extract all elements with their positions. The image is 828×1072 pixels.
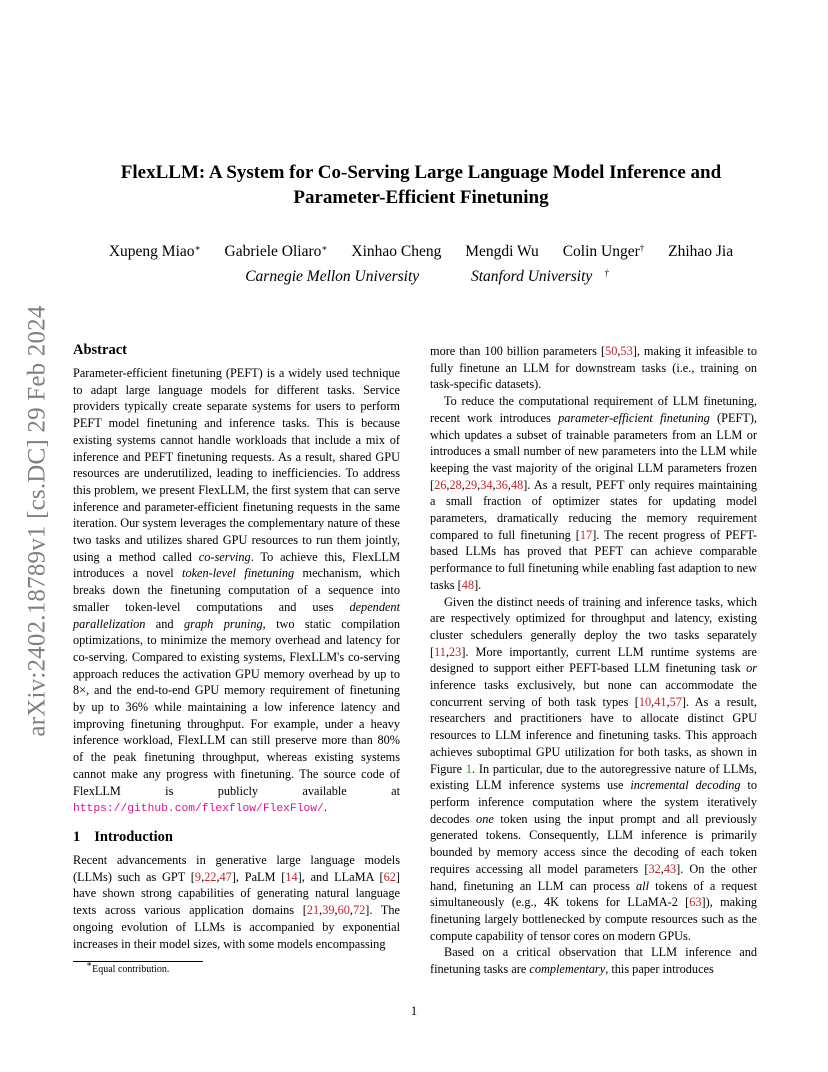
citation[interactable]: 47 xyxy=(219,869,232,884)
footnote-divider xyxy=(73,961,203,962)
body-paragraph: Given the distinct needs of training and inference tasks, which are respectively optimized for throughput and latency, existing cluster schedulers generally deploy the two tasks separately [11,23]. More importantly, current LLM runtime systems are designed to support either PEFT-based LLM finetuning task or inference tasks exclusively, but none can accommodate the concurrent serving of both task types [10,41,57]. As a result, researchers and practitioners have to allocate distinct GPU resources to LLM inference and finetuning tasks. This approach achieves suboptimal GPU utilization for both tasks, as shown in Figure 1. In particular, due to the autoregressive nature of LLMs, existing LLM inference systems use incremental decoding to perform inference computation where the system iteratively decodes one token using the input prompt and all previously generated tokens. Consequently, LLM inference is primarily bounded by memory access since the decoding of each token requires accessing all model parameters [32,43]. On the other hand, finetuning an LLM can process all tokens of a request simultaneously (e.g., 4K tokens for LLaMA-2 [63]), making finetuning largely bottlenecked by compute resources such as the compute capability of tensor cores on modern GPUs. xyxy=(430,594,758,943)
citation[interactable]: 11 xyxy=(434,644,446,659)
citation[interactable]: 50 xyxy=(605,344,618,358)
author: Zhihao Jia xyxy=(668,243,734,260)
citation[interactable]: 36 xyxy=(495,477,508,492)
author: Xupeng Miao∗ xyxy=(108,243,201,260)
right-column xyxy=(430,343,757,978)
citation[interactable]: 10 xyxy=(638,694,652,709)
author: Gabriele Oliaro∗ xyxy=(224,243,328,260)
title-line-1: FlexLLM: A System for Co-Serving Large Language Model Inference and xyxy=(120,162,722,183)
citation[interactable]: 72 xyxy=(352,903,366,918)
citation[interactable]: 21 xyxy=(306,903,320,918)
citation[interactable]: 29 xyxy=(464,477,478,492)
body-paragraph: To reduce the computational requirement of LLM finetuning, recent work introduces parameter-efficient finetuning (PEFT), which updates a subset of trainable parameters from an LLM or introduces a small number of new parameters into the LLM while keeping the vast majority of the original LLM parameters frozen [26,28,29,34,36,48]. As a result, PEFT only requires maintaining a small fraction of optimizer states for updating model parameters, dramatically reducing the memory requirement compared to full finetuning [17]. The recent progress of PEFT-based LLMs has proved that PEFT can achieve comparable performance to full finetuning while enabling fast adaption to new tasks [48]. xyxy=(430,394,758,592)
affiliation: Carnegie Mellon University xyxy=(245,268,420,285)
citation[interactable]: 48 xyxy=(461,577,475,592)
citation[interactable]: 48 xyxy=(510,477,524,492)
citation[interactable]: 41 xyxy=(654,694,667,709)
figure-reference[interactable]: 1 xyxy=(465,761,473,776)
citation[interactable]: 39 xyxy=(322,903,335,918)
citation[interactable]: 26 xyxy=(434,477,447,492)
intro-paragraph: Recent advancements in generative large language models (LLMs) such as GPT [9,22,47], PaLM [14], and LLaMA [62] have shown strong capabilities of generating natural language texts across various application domains [21,39,60,72]. The ongoing evolution of LLMs is accompanied by exponential increases in their model sizes, with some models encompassing xyxy=(73,852,401,951)
left-column xyxy=(73,341,400,952)
citation[interactable]: 34 xyxy=(480,477,493,492)
citation[interactable]: 60 xyxy=(337,903,350,918)
abstract-heading: Abstract xyxy=(73,342,127,358)
citation[interactable]: 23 xyxy=(449,644,462,659)
section-heading-introduction: 1 Introduction xyxy=(73,828,173,845)
footnote: ∗Equal contribution. xyxy=(86,959,170,975)
citation[interactable]: 32 xyxy=(648,861,661,876)
paper-title xyxy=(60,160,782,210)
abstract-text: Parameter-efficient finetuning (PEFT) is a widely used technique to adapt large language models for different tasks. Service providers typically create separate systems for users to perform PEFT model finetuning and inference tasks. This is because existing systems cannot handle workloads that include a mix of inference and PEFT finetuning requests. As a result, shared GPU resources are underutilized, leading to inefficiencies. To address this problem, we present FlexLLM, the first system that can serve inference and parameter-efficient finetuning requests in the same iteration. Our system leverages the complementary nature of these two tasks and utilizes shared GPU resources to run them jointly, using a method called co-serving. To achieve this, FlexLLM introduces a novel token-level finetuning mechanism, which breaks down the finetuning computation of a sequence into smaller token-level computations and uses dependent parallelization and graph pruning, two static compilation optimizations, to minimize the memory overhead and latency for co-serving. Compared to existing systems, FlexLLM's co-serving approach reduces the activation GPU memory overhead by up to 8×, and the end-to-end GPU memory requirement of finetuning by up to 36% while maintaining a low inference latency and improving finetuning throughput. For example, under a heavy inference workload, FlexLLM can still preserve more than 80% of the peak finetuning throughput, whereas existing systems cannot make any progress with finetuning. The source code of FlexLLM is publicly available at https://github.com/flexflow/FlexFlow/. xyxy=(73,366,400,816)
arxiv-sidebar-stamp xyxy=(18,286,58,756)
author: Colin Unger† xyxy=(562,243,645,260)
citation[interactable]: 22 xyxy=(204,869,217,884)
body-paragraph: more than 100 billion parameters [50,53], making it infeasible to fully finetune an LLM for downstream tasks (i.e., training on task-specific datasets). xyxy=(430,344,757,392)
citation[interactable]: 62 xyxy=(383,869,396,884)
body-paragraph: Based on a critical observation that LLM inference and finetuning tasks are complementary, this paper introduces xyxy=(430,945,757,977)
author: Xinhao Cheng xyxy=(351,243,442,260)
citation[interactable]: 43 xyxy=(663,861,677,876)
arxiv-identifier: arXiv:2402.18789v1 [cs.DC] 29 Feb 2024 xyxy=(24,305,52,737)
author: Mengdi Wu xyxy=(465,243,539,260)
affiliation-list xyxy=(60,266,782,287)
page-number: 1 xyxy=(410,1004,418,1018)
citation[interactable]: 53 xyxy=(620,344,633,358)
title-line-2: Parameter-Efficient Finetuning xyxy=(293,187,549,208)
source-code-link[interactable]: https://github.com/flexflow/FlexFlow/ xyxy=(73,803,324,816)
citation[interactable]: 14 xyxy=(285,869,298,884)
citation[interactable]: 57 xyxy=(669,694,682,709)
citation[interactable]: 28 xyxy=(449,477,462,492)
author-list xyxy=(60,241,782,262)
citation[interactable]: 9 xyxy=(194,869,202,884)
citation[interactable]: 63 xyxy=(689,895,702,910)
citation[interactable]: 17 xyxy=(579,527,593,542)
affiliation: Stanford University † xyxy=(471,268,609,285)
